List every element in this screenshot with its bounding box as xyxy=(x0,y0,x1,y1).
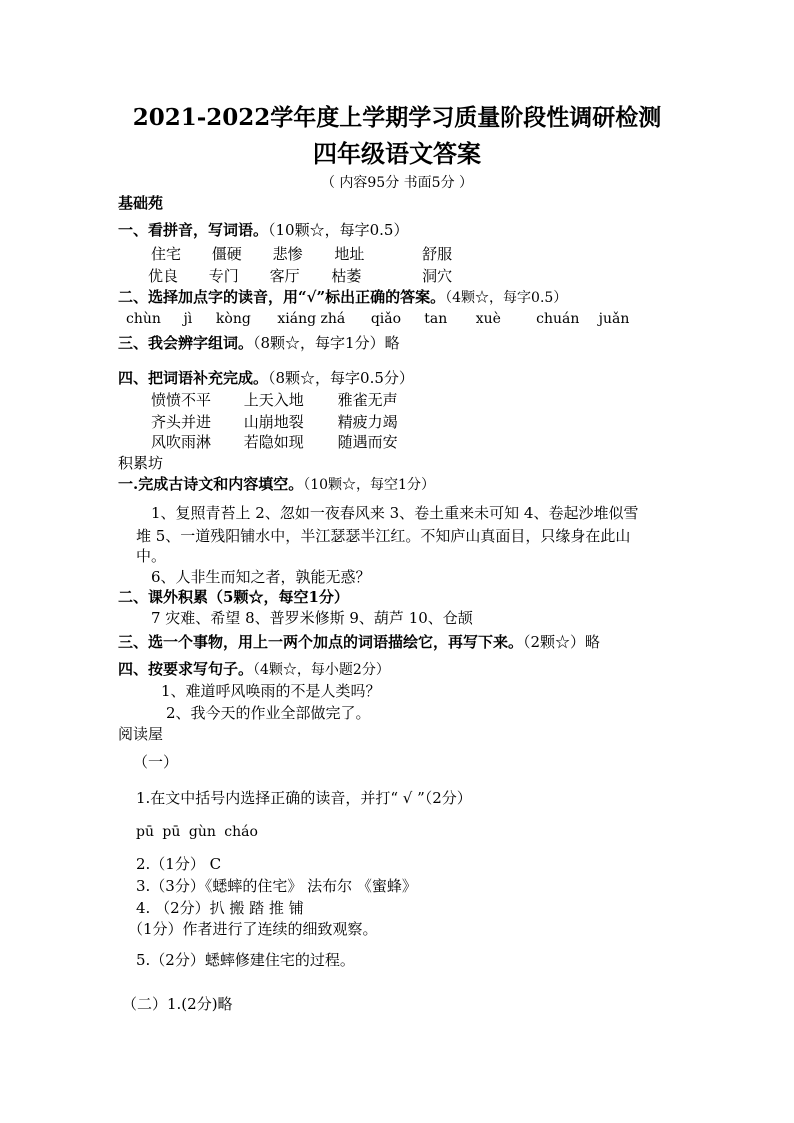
question-4-header xyxy=(118,368,414,388)
answer-word: 优良 xyxy=(148,267,179,285)
answer-word: 僵硬 xyxy=(211,245,242,263)
poem-answer-line: 6、人非生而知之者，孰能无惑？ xyxy=(151,568,371,586)
question-label: 四、按要求写句子。 xyxy=(118,660,254,678)
idiom-answer: 若隐如现 xyxy=(243,433,304,451)
idiom-answer: 山崩地裂 xyxy=(243,413,304,431)
answer-word: 舒服 xyxy=(422,245,453,263)
pinyin-answer: qiǎo xyxy=(370,311,402,327)
pinyin-answer: chùn xyxy=(126,311,161,327)
reading-answer-4a: 4. （2分）扒 搬 踏 推 铺 xyxy=(136,899,304,917)
pinyin-row xyxy=(126,309,629,329)
idiom-answer: 齐头并进 xyxy=(151,413,212,431)
idiom-answer: 随遇而安 xyxy=(337,433,398,451)
reading-answer-4b: （1分）作者进行了连续的细致观察。 xyxy=(128,920,378,938)
idiom-row-3 xyxy=(151,432,398,452)
reading-part-2: （二）1.(2分)略 xyxy=(122,995,233,1013)
reading-part-1: （一） xyxy=(133,753,179,771)
poem-answer-line: 中。 xyxy=(136,547,167,565)
question-label: 二、课外积累 xyxy=(118,588,209,606)
section-heading-jichu: 基础苑 xyxy=(118,194,164,212)
idiom-row-2 xyxy=(151,412,398,432)
poem-answer-line: 堆 5、一道残阳铺水中，半江瑟瑟半江红。不知庐山真面目，只缘身在此山 xyxy=(136,527,631,545)
question-label: 三、我会辨字组词。 xyxy=(118,334,254,352)
question-label: 一、看拼音，写词语。 xyxy=(118,221,269,239)
question-label: 一.完成古诗文和内容填空。 xyxy=(118,475,304,493)
pinyin-answer: xiáng zhá xyxy=(277,311,346,327)
idiom-answer: 愤愤不平 xyxy=(151,391,212,409)
answer-word: 地址 xyxy=(334,245,365,263)
question-note: （5颗☆，每空1分） xyxy=(208,588,349,606)
idiom-answer: 上天入地 xyxy=(243,391,304,409)
word-row-2 xyxy=(148,266,452,286)
question-label: 二、选择加点字的读音，用“√”标出正确的答案。 xyxy=(118,288,446,306)
reading-question-1: 1.在文中括号内选择正确的读音，并打“ √ ”（2分） xyxy=(136,789,472,807)
question-note: （10颗☆，每空1分） xyxy=(303,477,435,493)
reading-answer-3: 3.（3分）《蟋蟀的住宅》 法布尔 《蜜蜂》 xyxy=(136,877,417,895)
answer-word: 洞穴 xyxy=(422,267,453,285)
section-heading-jilei: 积累坊 xyxy=(118,454,164,472)
section-heading-yuedu: 阅读屋 xyxy=(118,725,164,743)
pinyin-answer: kòng xyxy=(215,311,251,327)
jilei-question-4-header xyxy=(118,659,390,680)
reading-answer-2: 2.（1分） C xyxy=(136,855,222,873)
answer-word: 住宅 xyxy=(151,245,182,263)
jilei-question-2-header xyxy=(118,587,349,607)
answer-word: 专门 xyxy=(208,267,239,285)
pinyin-answer: chuán xyxy=(536,311,580,327)
jilei-question-1-header xyxy=(118,474,435,495)
pinyin-answer: jì xyxy=(183,311,193,327)
answer-word: 枯萎 xyxy=(331,267,362,285)
question-1-header xyxy=(118,220,408,240)
idiom-answer: 精疲力竭 xyxy=(337,413,398,431)
extracurricular-answer: 7 灾难、希望 8、普罗米修斯 9、葫芦 10、仓颉 xyxy=(151,609,473,627)
answer-word: 客厅 xyxy=(269,267,300,285)
reading-answer-5: 5.（2分）蟋蟀修建住宅的过程。 xyxy=(136,951,355,969)
score-note: （ 内容95分 书面5分 ） xyxy=(320,175,474,191)
jilei-question-3-header xyxy=(118,632,600,652)
reading-answer-1: pū pū gùn cháo xyxy=(136,824,258,840)
question-2-header xyxy=(118,287,567,308)
idiom-answer: 雅雀无声 xyxy=(337,391,398,409)
question-label: 三、选一个事物，用上一两个加点的词语描绘它，再写下来。 xyxy=(118,633,524,651)
question-note: （8颗☆，每字0.5分） xyxy=(268,369,414,387)
question-label: 四、把词语补充完成。 xyxy=(118,369,269,387)
pinyin-answer: tan xyxy=(424,311,448,327)
pinyin-answer: xuè xyxy=(475,311,501,327)
answer-word: 悲惨 xyxy=(272,245,303,263)
question-note: （2颗☆）略 xyxy=(523,633,601,651)
question-note: （4颗☆，每小题2分） xyxy=(253,662,390,678)
sentence-answer: 2、我今天的作业全部做完了。 xyxy=(166,704,371,722)
idiom-answer: 风吹雨淋 xyxy=(151,433,212,451)
poem-answer-line: 1、复照青苔上 2、忽如一夜春风来 3、卷土重来未可知 4、卷起沙堆似雪 xyxy=(151,504,639,522)
word-row-1 xyxy=(151,244,452,264)
document-subtitle: 四年级语文答案 xyxy=(313,139,481,168)
question-3-header xyxy=(118,333,400,353)
idiom-row-1 xyxy=(151,390,398,410)
question-note: （4颗☆，每字0.5） xyxy=(445,290,568,306)
sentence-answer: 1、难道呼风唤雨的不是人类吗？ xyxy=(161,682,381,700)
document-title: 2021-2022学年度上学期学习质量阶段性调研检测 xyxy=(132,104,662,131)
pinyin-answer: juǎn xyxy=(598,311,630,327)
question-note: （8颗☆，每字1分）略 xyxy=(253,334,400,352)
question-note: （10颗☆，每字0.5） xyxy=(268,221,409,239)
